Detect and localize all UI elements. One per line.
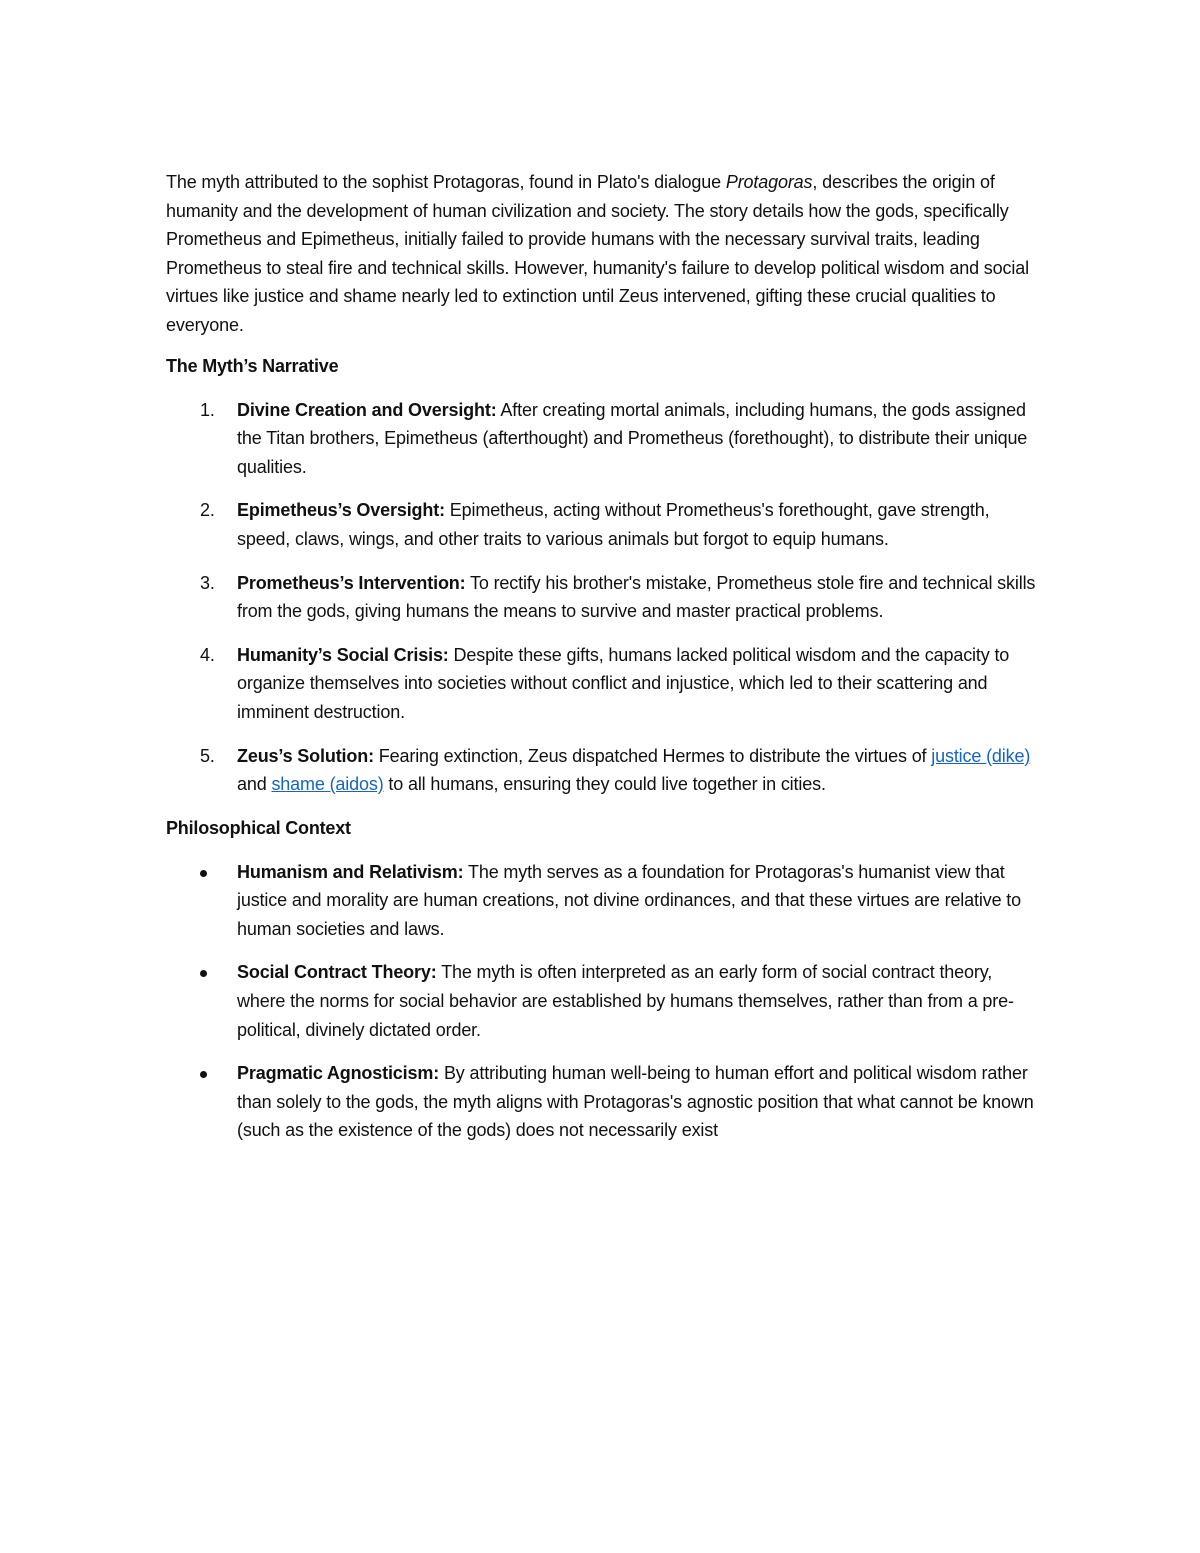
item-text: Epimetheus, acting without Prometheus's forethought, gave strength, speed, claws, wings, and other traits to various animals but forgot to equip humans. <box>237 500 990 549</box>
item-text: to all humans, ensuring they could live together in cities. <box>383 774 826 795</box>
list-number: 2. <box>200 500 215 521</box>
item-text: Fearing extinction, Zeus dispatched Hermes to distribute the virtues of <box>373 745 932 766</box>
item-text: After creating mortal animals, including humans, the gods assigned the Titan brothers, Epimetheus (afterthought) and Prometheus (forethought), to distribute their unique qualities. <box>237 399 1028 477</box>
list-number: 3. <box>200 572 215 593</box>
item-text: The myth is often interpreted as an early form of social contract theory, where the norms for social behavior are established by humans themselves, rather than from a pre-political, divinely dictated order. <box>237 962 1014 1040</box>
narrative-item-4 <box>166 641 1038 727</box>
bullet-icon <box>200 1071 207 1078</box>
item-term: Prometheus’s Intervention: <box>237 572 466 593</box>
bullet-icon <box>200 870 207 877</box>
item-term: Humanism and Relativism: <box>237 861 464 882</box>
intro-text-1: The myth attributed to the sophist Protagoras, found in Plato's dialogue <box>166 172 726 192</box>
item-text: The myth serves as a foundation for Protagoras's humanist view that justice and morality are human creations, not divine ordinances, and that these virtues are relative to human societies and laws. <box>237 861 1021 939</box>
intro-dialogue-title: Protagoras <box>725 172 813 192</box>
item-term: Epimetheus’s Oversight: <box>237 500 445 521</box>
item-term: Zeus’s Solution: <box>237 745 374 766</box>
item-text: Despite these gifts, humans lacked political wisdom and the capacity to organize themselves into societies without conflict and injustice, which led to their scattering and imminent destruction. <box>237 644 1010 722</box>
item-text: and <box>237 774 272 795</box>
narrative-item-1 <box>166 396 1038 482</box>
narrative-heading: The Myth’s Narrative <box>166 355 339 376</box>
document-page <box>166 168 1038 1160</box>
narrative-item-2 <box>166 496 1038 553</box>
list-number: 4. <box>200 644 215 665</box>
list-number: 1. <box>200 399 215 420</box>
item-term: Humanity’s Social Crisis: <box>237 644 449 665</box>
context-item-1 <box>166 858 1038 944</box>
item-term: Social Contract Theory: <box>237 962 437 983</box>
list-number: 5. <box>200 745 215 766</box>
item-term: Pragmatic Agnosticism: <box>237 1063 440 1084</box>
intro-text-2: , describes the origin of humanity and the development of human civilization and society. The story details how the gods, specifically Prometheus and Epimetheus, initially failed to provide humans with the necessary survival traits, leading Prometheus to steal fire and technical skills. However, humanity's failure to develop political wisdom and social virtues like justice and shame nearly led to extinction until Zeus intervened, gifting these crucial qualities to everyone. <box>166 172 1029 335</box>
narrative-item-3 <box>166 569 1038 626</box>
intro-paragraph <box>166 168 1038 340</box>
bullet-icon <box>200 970 207 977</box>
narrative-list <box>166 396 1038 799</box>
shame-link[interactable]: shame (aidos) <box>271 774 384 795</box>
justice-link[interactable]: justice (dike) <box>931 745 1031 766</box>
item-term: Divine Creation and Oversight: <box>237 399 497 420</box>
context-list <box>166 858 1038 1145</box>
context-item-3 <box>166 1059 1038 1145</box>
narrative-item-5 <box>166 742 1038 799</box>
context-item-2 <box>166 958 1038 1044</box>
item-text: To rectify his brother's mistake, Prometheus stole fire and technical skills from the gods, giving humans the means to survive and master practical problems. <box>237 572 1036 622</box>
context-heading: Philosophical Context <box>166 817 351 838</box>
item-text: By attributing human well-being to human effort and political wisdom rather than solely to the gods, the myth aligns with Protagoras's agnostic position that what cannot be known (such as the existence of the gods) does not necessarily exist <box>237 1063 1034 1141</box>
